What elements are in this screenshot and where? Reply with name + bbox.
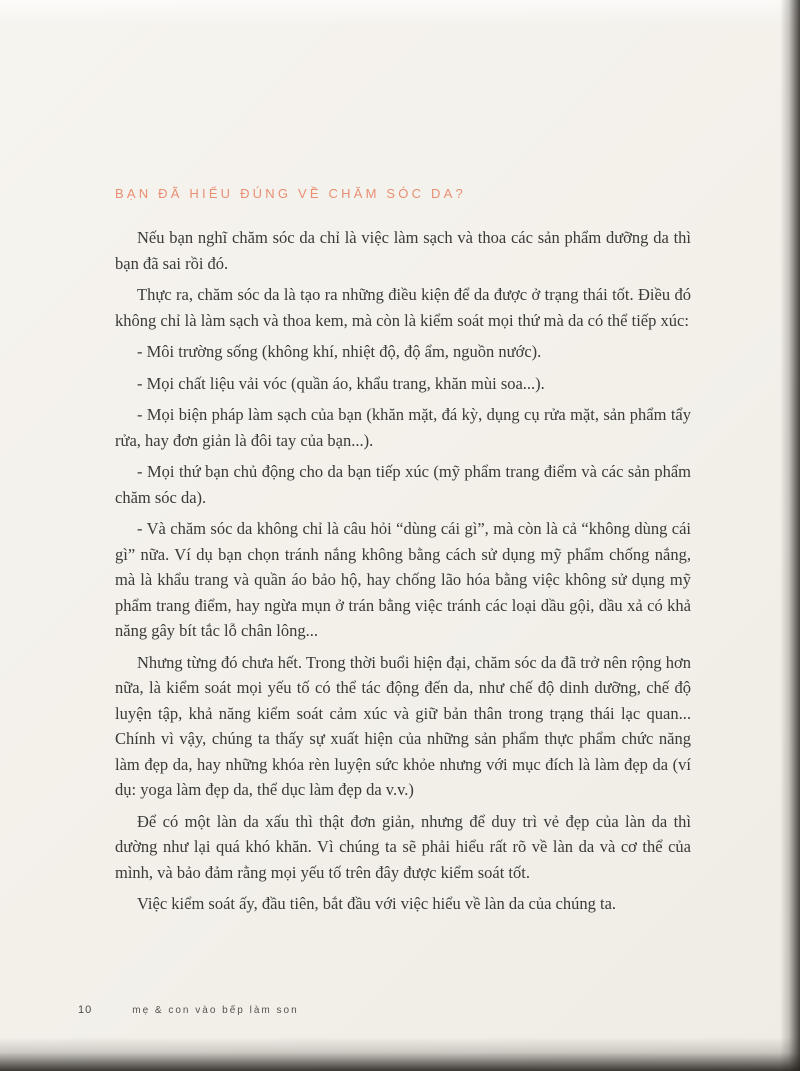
body-paragraph: Việc kiểm soát ấy, đầu tiên, bắt đầu với việc hiểu về làn da của chúng ta. [137,894,617,913]
page-number: 10 [78,1004,93,1016]
body-paragraph-list-item: - Mọi thứ bạn chủ động cho da bạn tiếp xúc (mỹ phẩm trang điểm và các sản phẩm chăm sóc da). [115,462,691,507]
page-footer [78,1004,299,1016]
scan-shadow-bottom [0,1037,800,1071]
body-paragraph: Nhưng từng đó chưa hết. Trong thời buổi hiện đại, chăm sóc da đã trở nên rộng hơn nữa, là kiểm soát mọi yếu tố có thể tác động đến da, như chế độ dinh dưỡng, chế độ luyện tập, khả năng kiểm soát cảm xúc và giữ bản thân trong trạng thái lạc quan... Chính vì vậy, chúng ta thấy sự xuất hiện của những sản phẩm thực phẩm chức năng làm đẹp da, hay những khóa rèn luyện sức khỏe nhưng với mục đích là làm đẹp da (ví dụ: yoga làm đẹp da, thể dục làm đẹp da v.v.) [115,652,691,799]
section-heading: BẠN ĐÃ HIỂU ĐÚNG VỀ CHĂM SÓC DA? [115,186,466,201]
body-paragraph-list-item: - Môi trường sống (không khí, nhiệt độ, độ ẩm, nguồn nước). [137,342,542,361]
running-title: mẹ & con vào bếp làm son [132,1005,299,1016]
body-paragraph: Để có một làn da xấu thì thật đơn giản, nhưng để duy trì vẻ đẹp của làn da thì dường như lại quá khó khăn. Vì chúng ta sẽ phải hiểu rất rõ về làn da và cơ thể của mình, và bảo đảm rằng mọi yếu tố trên đây được kiểm soát tốt. [115,811,691,882]
body-text [115,225,691,917]
body-paragraph-list-item: - Mọi biện pháp làm sạch của bạn (khăn mặt, đá kỳ, dụng cụ rửa mặt, sản phẩm tẩy rửa, hay đơn giản là đôi tay của bạn...). [115,405,691,450]
body-paragraph-list-item: - Và chăm sóc da không chỉ là câu hỏi “dùng cái gì”, mà còn là cả “không dùng cái gì” nữa. Ví dụ bạn chọn tránh nắng không bằng cách sử dụng mỹ phẩm chống nắng, mà là khẩu trang và quần áo bảo hộ, hay chống lão hóa bằng việc không sử dụng mỹ phẩm trang điểm, hay ngừa mụn ở trán bằng việc tránh các loại dầu gội, dầu xả có khả năng gây bít tắc lỗ chân lông... [115,519,691,640]
scan-shadow-right [780,0,800,1071]
body-paragraph-list-item: - Mọi chất liệu vải vóc (quần áo, khẩu trang, khăn mùi soa...). [137,373,545,393]
scan-highlight-top [0,0,800,26]
body-paragraph: Thực ra, chăm sóc da là tạo ra những điều kiện để da được ở trạng thái tốt. Điều đó không chỉ là làm sạch và thoa kem, mà còn là kiểm soát mọi thứ mà da có thể tiếp xúc: [115,285,691,330]
body-paragraph: Nếu bạn nghĩ chăm sóc da chỉ là việc làm sạch và thoa các sản phẩm dưỡng da thì bạn đã sai rồi đó. [115,228,691,273]
page-content [115,186,691,923]
